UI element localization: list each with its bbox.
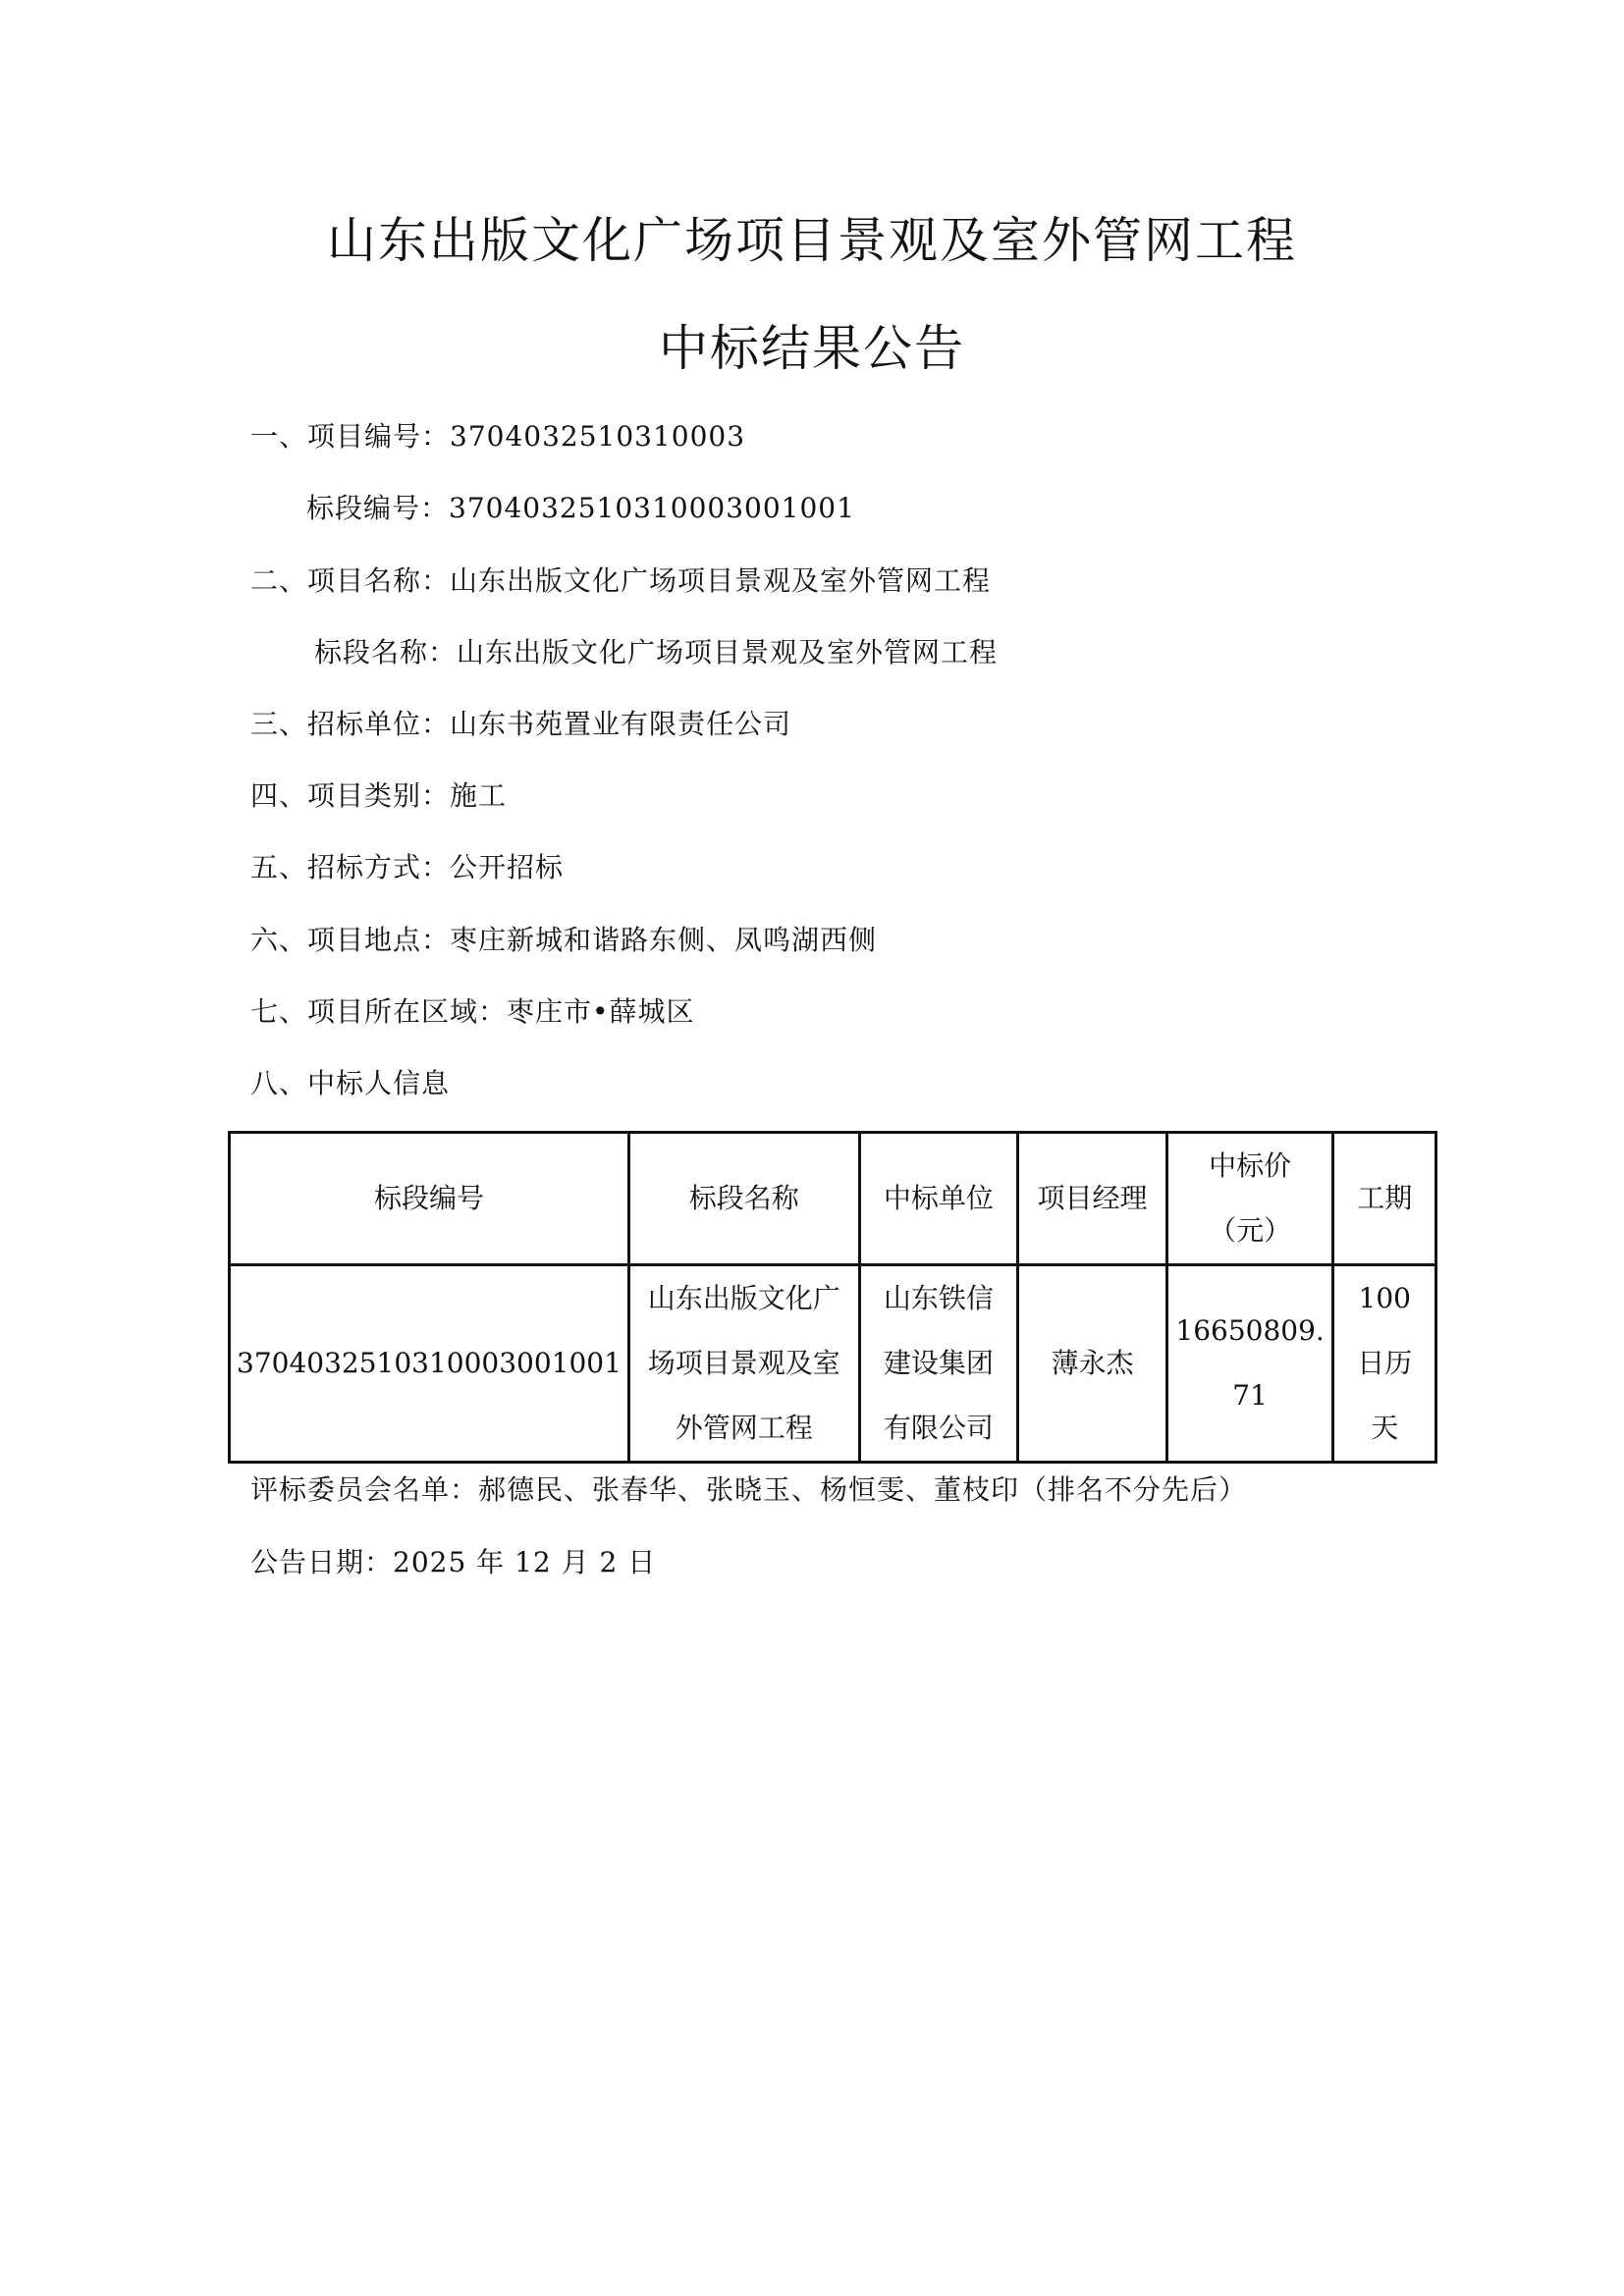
cell-line: 16650809. bbox=[1175, 1314, 1325, 1347]
table-row bbox=[230, 1265, 1436, 1463]
cell-line: 71 bbox=[1232, 1379, 1268, 1412]
document-title: 山东出版文化广场项目景观及室外管网工程 bbox=[327, 212, 1297, 269]
header-duration: 工期 bbox=[1333, 1133, 1436, 1265]
tendering-unit bbox=[250, 707, 791, 742]
value: 枣庄新城和谐路东侧、凤鸣湖西侧 bbox=[450, 924, 878, 956]
announcement-date: 公告日期：2025 年 12 月 2 日 bbox=[250, 1546, 657, 1578]
label: 四、项目类别： bbox=[250, 779, 451, 812]
label: 标段编号： bbox=[306, 492, 450, 524]
document-subtitle: 中标结果公告 bbox=[659, 320, 965, 377]
label: 八、中标人信息 bbox=[250, 1067, 451, 1099]
cell-winner bbox=[859, 1265, 1018, 1463]
header-manager: 项目经理 bbox=[1018, 1133, 1166, 1265]
value: 枣庄市•薛城区 bbox=[507, 995, 695, 1028]
header-winner: 中标单位 bbox=[859, 1133, 1018, 1265]
section-number bbox=[306, 491, 855, 526]
project-name bbox=[250, 563, 991, 599]
project-region bbox=[250, 994, 695, 1030]
winner-table bbox=[228, 1131, 1437, 1464]
value: 施工 bbox=[450, 779, 508, 812]
project-number bbox=[250, 419, 745, 454]
label: 五、招标方式： bbox=[250, 851, 451, 883]
label: 六、项目地点： bbox=[250, 924, 451, 956]
value: 3704032510310003 bbox=[450, 420, 746, 453]
header-section-number: 标段编号 bbox=[230, 1133, 629, 1265]
cell-section-name bbox=[628, 1265, 859, 1463]
value: 3704032510310003001001 bbox=[449, 492, 855, 524]
cell-duration bbox=[1333, 1265, 1436, 1463]
cell-manager: 薄永杰 bbox=[1018, 1265, 1166, 1463]
label: 三、招标单位： bbox=[250, 708, 451, 740]
cell-line: 天 bbox=[1371, 1412, 1399, 1444]
cell-line: 建设集团 bbox=[883, 1347, 994, 1379]
cell-line: 山东铁信 bbox=[883, 1282, 994, 1314]
section-name bbox=[314, 635, 998, 670]
cell-price bbox=[1166, 1265, 1333, 1463]
project-category bbox=[250, 778, 507, 814]
project-location bbox=[250, 923, 877, 958]
header-section-name: 标段名称 bbox=[628, 1133, 859, 1265]
cell-line: 日历 bbox=[1357, 1347, 1413, 1379]
label: 标段名称： bbox=[314, 636, 458, 668]
value: 公开招标 bbox=[450, 851, 565, 883]
value: 山东出版文化广场项目景观及室外管网工程 bbox=[450, 564, 992, 597]
table-header-row bbox=[230, 1133, 1436, 1265]
cell-line: 山东出版文化广 bbox=[647, 1282, 840, 1314]
cell-line: 有限公司 bbox=[883, 1412, 994, 1444]
cell-line: 场项目景观及室 bbox=[647, 1347, 840, 1379]
label: 七、项目所在区域： bbox=[250, 995, 508, 1028]
value: 山东出版文化广场项目景观及室外管网工程 bbox=[457, 636, 999, 668]
committee-list: 评标委员会名单：郝德民、张春华、张晓玉、杨恒雯、董枝印（排名不分先后） bbox=[250, 1473, 1248, 1506]
label: 二、项目名称： bbox=[250, 564, 451, 597]
header-price-line1: 中标价 bbox=[1209, 1149, 1292, 1182]
tender-method bbox=[250, 850, 564, 885]
label: 一、项目编号： bbox=[250, 420, 451, 453]
cell-line: 外管网工程 bbox=[675, 1412, 813, 1444]
winner-info-heading bbox=[250, 1066, 450, 1101]
value: 山东书苑置业有限责任公司 bbox=[450, 708, 792, 740]
cell-section-number: 3704032510310003001001 bbox=[230, 1265, 629, 1463]
cell-line: 100 bbox=[1358, 1282, 1411, 1314]
header-price bbox=[1166, 1133, 1333, 1265]
header-price-line2: （元） bbox=[1209, 1214, 1292, 1247]
